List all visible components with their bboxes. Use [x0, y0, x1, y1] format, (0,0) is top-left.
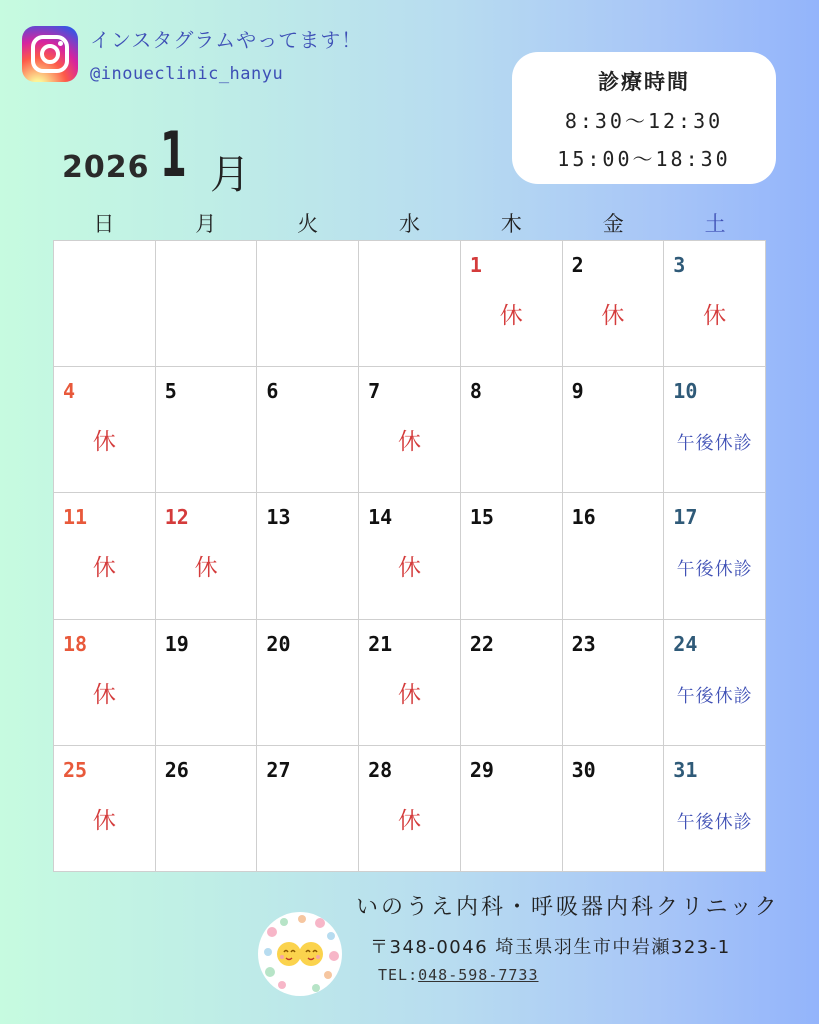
closed-mark: 休: [397, 681, 421, 708]
day-number: 12: [164, 505, 189, 530]
calendar-day-cell: [664, 746, 766, 872]
day-number: 18: [63, 631, 88, 656]
day-number: 16: [571, 505, 596, 530]
day-number: 25: [63, 757, 88, 782]
calendar-day-cell: [563, 241, 665, 367]
calendar-day-cell: [257, 493, 359, 619]
calendar-month-label: 月: [210, 152, 250, 198]
closed-mark: 休: [194, 555, 218, 582]
tel-number-link[interactable]: 048-598-7733: [418, 966, 539, 984]
calendar-day-cell: [664, 367, 766, 493]
hours-title: 診療時間: [598, 70, 690, 94]
calendar-day-cell: [257, 746, 359, 872]
clinic-address: 〒348-0046 埼玉県羽生市中岩瀬323-1: [370, 937, 731, 958]
day-number: 2: [571, 253, 584, 277]
calendar-day-cell: [156, 620, 258, 746]
calendar-day-cell: [563, 493, 665, 619]
calendar-day-cell: [156, 493, 258, 619]
calendar-day-cell: [563, 620, 665, 746]
hours-afternoon: 15:00～18:30: [557, 147, 731, 171]
calendar-empty-cell: [54, 241, 156, 367]
calendar-day-cell: [359, 493, 461, 619]
weekday-label: 月: [195, 212, 217, 236]
day-number: 5: [164, 379, 177, 404]
closed-mark: 休: [92, 429, 116, 456]
calendar-empty-cell: [257, 241, 359, 367]
calendar-day-cell: [461, 746, 563, 872]
closed-mark: 休: [397, 555, 421, 582]
instagram-info: [90, 24, 362, 84]
day-number: 20: [266, 631, 291, 656]
calendar-day-cell: [54, 620, 156, 746]
clinic-name: いのうえ内科・呼吸器内科クリニック: [356, 895, 780, 920]
calendar-day-cell: [461, 367, 563, 493]
calendar-day-cell: [54, 746, 156, 872]
calendar-day-cell: [563, 367, 665, 493]
day-number: 6: [266, 379, 279, 404]
closed-mark: 休: [92, 807, 116, 834]
clinic-tel: [378, 966, 539, 984]
calendar-day-cell: [156, 746, 258, 872]
weekday-label: 木: [500, 212, 522, 236]
closed-mark: 休: [397, 807, 421, 834]
day-number: 22: [469, 631, 494, 656]
calendar-month-number: 1: [160, 118, 187, 191]
instagram-icon[interactable]: [22, 26, 78, 82]
instagram-title: インスタグラムやってます！: [90, 28, 363, 52]
calendar-day-cell: [563, 746, 665, 872]
calendar-day-cell: [54, 367, 156, 493]
afternoon-closed-note: 午後休診: [676, 433, 753, 455]
day-number: 24: [673, 631, 698, 656]
hours-morning: 8:30～12:30: [564, 109, 724, 133]
afternoon-closed-note: 午後休診: [676, 685, 753, 707]
calendar-day-cell: [359, 746, 461, 872]
day-number: 7: [368, 379, 381, 404]
day-number: 14: [368, 505, 393, 530]
day-number: 23: [571, 631, 596, 656]
day-number: 26: [164, 757, 189, 782]
calendar-day-cell: [54, 493, 156, 619]
calendar-day-cell: [664, 493, 766, 619]
calendar-grid: [53, 240, 766, 872]
tel-label: TEL:: [378, 966, 419, 984]
day-number: 8: [469, 379, 482, 404]
calendar-day-cell: [359, 367, 461, 493]
weekday-label: 土: [704, 212, 726, 236]
hours-card: [512, 52, 776, 184]
closed-mark: 休: [92, 681, 116, 708]
afternoon-closed-note: 午後休診: [676, 559, 753, 581]
closed-mark: 休: [601, 303, 625, 329]
calendar-day-cell: [359, 620, 461, 746]
day-number: 27: [266, 757, 291, 782]
calendar-day-cell: [664, 241, 766, 367]
day-number: 15: [469, 505, 494, 530]
calendar-day-cell: [156, 367, 258, 493]
weekday-label: 日: [93, 212, 115, 236]
day-number: 21: [368, 631, 393, 656]
weekday-label: 火: [297, 212, 319, 236]
day-number: 30: [571, 757, 596, 782]
day-number: 19: [164, 631, 189, 656]
day-number: 9: [571, 379, 584, 404]
calendar-empty-cell: [359, 241, 461, 367]
calendar-day-cell: [461, 241, 563, 367]
day-number: 3: [673, 253, 686, 277]
day-number: 4: [63, 379, 76, 404]
day-number: 31: [673, 757, 698, 782]
day-number: 29: [469, 757, 494, 782]
instagram-handle[interactable]: @inoueclinic_hanyu: [90, 64, 284, 84]
calendar-day-cell: [664, 620, 766, 746]
calendar-day-cell: [461, 493, 563, 619]
closed-mark: 休: [92, 555, 116, 582]
day-number: 10: [673, 379, 698, 404]
weekday-label: 水: [399, 212, 420, 236]
day-number: 28: [368, 757, 393, 782]
closed-mark: 休: [397, 429, 421, 456]
calendar-empty-cell: [156, 241, 258, 367]
afternoon-closed-note: 午後休診: [676, 811, 753, 833]
weekday-label: 金: [602, 212, 624, 236]
calendar-day-cell: [257, 367, 359, 493]
calendar-day-cell: [461, 620, 563, 746]
clinic-logo: [258, 912, 342, 996]
day-number: 11: [63, 505, 88, 530]
calendar-day-cell: [257, 620, 359, 746]
closed-mark: 休: [703, 303, 727, 329]
calendar-year: 2026: [62, 150, 150, 185]
day-number: 17: [673, 505, 698, 530]
day-number: 13: [266, 505, 291, 530]
day-number: 1: [469, 253, 482, 277]
weekday-header: [53, 208, 766, 240]
closed-mark: 休: [499, 303, 523, 329]
